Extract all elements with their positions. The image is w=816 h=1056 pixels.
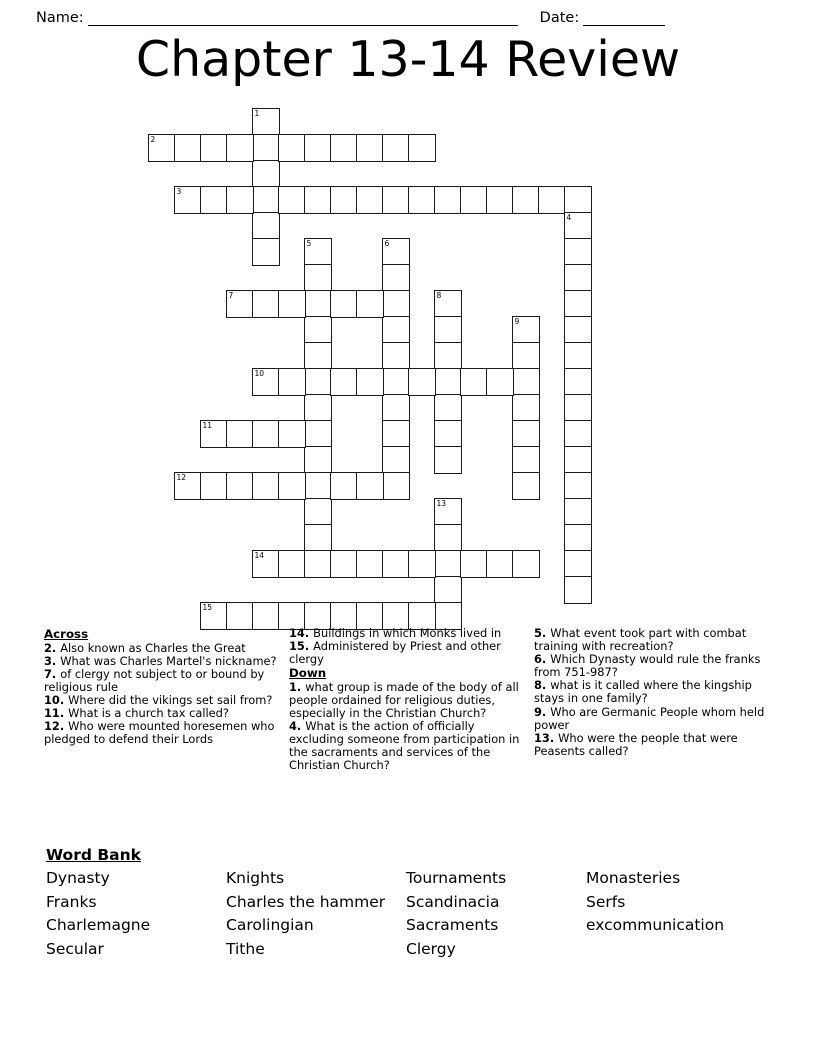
clue-down-13 [534,732,774,758]
name-label: Name: [36,10,84,26]
crossword-cell[interactable] [434,186,462,214]
clue-text: Which Dynasty would rule the franks from 751-987? [534,652,761,680]
crossword-cell[interactable] [252,602,280,630]
crossword-cell[interactable] [278,134,306,162]
crossword-cell[interactable] [226,134,254,162]
crossword-cell[interactable] [564,524,592,552]
crossword-cell[interactable] [226,602,254,630]
clue-across-12 [44,720,282,746]
crossword-cell[interactable] [512,550,540,578]
crossword-cell[interactable] [252,368,280,396]
clue-number: 13. [534,730,559,745]
clue-number: 7. [44,666,61,681]
crossword-cell[interactable] [304,186,332,214]
crossword-cell[interactable] [434,290,462,318]
crossword-cell[interactable] [382,394,410,422]
crossword-cell-number: 3 [176,186,182,196]
crossword-cell[interactable] [564,550,592,578]
word-bank-word[interactable]: Franks [46,892,97,911]
crossword-cell[interactable] [512,420,540,448]
crossword-cell[interactable] [252,472,280,500]
crossword-cell-number: 13 [436,498,447,508]
clue-number: 15. [289,639,314,654]
crossword-cell[interactable] [252,108,280,136]
crossword-cell[interactable] [330,186,358,214]
crossword-cell[interactable] [174,186,202,214]
crossword-cell[interactable] [252,550,280,578]
crossword-cell-number: 8 [436,290,442,300]
clue-text: of clergy not subject to or bound by religious rule [44,666,265,694]
crossword-cell[interactable] [356,472,384,500]
clue-down-6 [534,653,774,679]
crossword-cell[interactable] [304,420,332,448]
crossword-cell[interactable] [564,420,592,448]
crossword-cell[interactable] [382,368,410,396]
crossword-cell[interactable] [382,472,410,500]
crossword-cell[interactable] [304,524,332,552]
crossword-cell[interactable] [382,446,410,474]
clue-text: Where did the vikings set sail from? [68,692,273,707]
word-bank-word[interactable]: Dynasty [46,869,110,887]
crossword-cell[interactable] [434,498,462,526]
date-label: Date: [539,10,580,26]
crossword-cell[interactable] [278,472,306,500]
crossword-cell[interactable] [434,576,462,604]
crossword-cell[interactable] [382,264,410,292]
clue-column-2 [289,627,529,772]
crossword-cell[interactable] [460,550,488,578]
crossword-cell[interactable] [330,290,358,318]
page-title: Chapter 13-14 Review [135,31,681,88]
crossword-cell-number: 1 [254,108,260,118]
crossword-cell[interactable] [564,498,592,526]
down-heading: Down [289,666,327,681]
crossword-cell[interactable] [564,264,592,292]
clue-text: What was Charles Martel's nickname? [60,653,277,668]
crossword-cell[interactable] [564,394,592,422]
word-bank-word[interactable]: Secular [46,939,104,958]
clue-number: 3. [44,653,61,668]
crossword-cell[interactable] [226,186,254,214]
clue-text: What is the action of officially excluding someone from participation in the sacraments and services of the Christian Church? [289,719,520,773]
word-bank-word[interactable]: Knights [226,869,285,887]
crossword-cell[interactable] [252,420,280,448]
crossword-cell[interactable] [330,472,358,500]
clue-across-7 [44,668,282,694]
crossword-cell[interactable] [304,264,332,292]
clue-text: Buildings in which Monks lived in [313,626,502,640]
word-bank-word[interactable]: Clergy [406,939,456,958]
crossword-cell[interactable] [304,290,332,318]
crossword-cell[interactable] [512,316,540,344]
crossword-cell[interactable] [278,420,306,448]
crossword-cell[interactable] [512,342,540,370]
crossword-cell[interactable] [356,134,384,162]
crossword-cell[interactable] [252,160,280,188]
crossword-cell[interactable] [564,212,592,240]
crossword-cell[interactable] [252,238,280,266]
crossword-cell[interactable] [382,550,410,578]
clue-text: Who are Germanic People whom held power [534,704,765,732]
crossword-cell[interactable] [486,186,514,214]
crossword-cell[interactable] [382,342,410,370]
crossword-cell[interactable] [356,550,384,578]
crossword-cell[interactable] [382,134,410,162]
clue-column-3 [534,627,774,758]
clue-text: what group is made of the body of all people ordained for religious duties, especially in the Christian Church? [289,679,519,720]
clue-text: Who were mounted horesemen who pledged to defend their Lords [44,719,275,747]
crossword-cell[interactable] [564,186,592,214]
crossword-cell[interactable] [278,186,306,214]
word-bank-grid [46,867,766,961]
clue-number: 14. [289,626,314,640]
word-bank-word[interactable]: Tithe [226,939,265,958]
crossword-cell-number: 9 [514,316,520,326]
clue-number: 12. [44,719,69,734]
word-bank-word[interactable]: Charles the hammer [226,892,386,911]
crossword-cell[interactable] [382,420,410,448]
crossword-cell[interactable] [304,446,332,474]
word-bank-word[interactable]: Carolingian [226,916,314,934]
crossword-cell[interactable] [304,368,332,396]
crossword-cell[interactable] [278,368,306,396]
crossword-cell[interactable] [252,186,280,214]
clue-number: 8. [534,678,551,693]
crossword-cell[interactable] [434,342,462,370]
clue-number: 5. [534,626,551,640]
across-heading: Across [44,627,89,641]
crossword-cell[interactable] [512,186,540,214]
clue-text: What event took part with combat training with recreation? [534,626,747,654]
crossword-cell[interactable] [434,394,462,422]
crossword-cell[interactable] [564,316,592,344]
clue-text: What is a church tax called? [68,705,229,720]
crossword-cell[interactable] [564,446,592,474]
clue-text: Administered by Priest and other clergy [289,639,501,667]
clue-number: 10. [44,692,69,707]
clue-across-15 [289,640,529,666]
word-bank-empty [586,938,766,962]
crossword-cell[interactable] [564,472,592,500]
word-bank-word[interactable]: Sacraments [406,916,499,934]
crossword-cell[interactable] [304,394,332,422]
crossword-cell[interactable] [382,316,410,344]
clue-number: 6. [534,652,551,667]
clue-down-5 [534,627,774,653]
clue-number: 2. [44,640,61,655]
crossword-cell[interactable] [200,186,228,214]
crossword-cell[interactable] [226,472,254,500]
crossword-cell[interactable] [538,186,566,214]
crossword-cell-number: 4 [566,212,572,222]
word-bank-word[interactable]: Charlemagne [46,916,151,934]
crossword-cell[interactable] [278,550,306,578]
crossword-cell[interactable] [200,420,228,448]
crossword-cell[interactable] [408,134,436,162]
crossword-cell[interactable] [408,550,436,578]
crossword-cell[interactable] [278,290,306,318]
crossword-cell[interactable] [460,186,488,214]
clue-down-9 [534,706,774,732]
crossword-cell[interactable] [200,602,228,630]
crossword-cell[interactable] [174,134,202,162]
crossword-cell-number: 7 [228,290,234,300]
crossword-cell[interactable] [382,238,410,266]
crossword-cell[interactable] [304,134,332,162]
clue-down-4 [289,720,529,772]
crossword-cell[interactable] [226,420,254,448]
crossword-cell[interactable] [200,472,228,500]
crossword-cell[interactable] [434,524,462,552]
crossword-cell-number: 6 [384,238,390,248]
clue-number: 11. [44,705,69,720]
crossword-cell[interactable] [486,550,514,578]
word-bank-word[interactable]: excommunication [586,916,725,934]
crossword-cell[interactable] [564,368,592,396]
crossword-cell[interactable] [434,316,462,344]
clue-column-1 [44,627,282,746]
crossword-cell[interactable] [512,368,540,396]
crossword-cell[interactable] [408,368,436,396]
crossword-cell[interactable] [512,472,540,500]
clue-section [44,627,774,832]
crossword-cell-number: 12 [176,472,187,482]
clue-down-1 [289,681,529,720]
crossword-cell[interactable] [408,186,436,214]
crossword-cell[interactable] [434,420,462,448]
crossword-cell[interactable] [434,368,462,396]
word-bank-word[interactable]: Monasteries [586,869,681,887]
crossword-cell[interactable] [304,550,332,578]
crossword-cell[interactable] [304,316,332,344]
crossword-cell[interactable] [330,550,358,578]
clue-text: Who were the people that were Peasents called? [534,730,738,758]
crossword-cell-number: 11 [202,420,213,430]
crossword-cell-number: 10 [254,368,265,378]
word-bank-word[interactable]: Tournaments [406,869,507,887]
crossword-cell[interactable] [356,290,384,318]
clue-text: what is it called where the kingship stays in one family? [534,678,752,706]
crossword-cell[interactable] [564,290,592,318]
word-bank-word[interactable]: Serfs [586,892,626,911]
crossword-cell[interactable] [252,290,280,318]
crossword-cell[interactable] [512,394,540,422]
crossword-cell[interactable] [252,212,280,240]
crossword-cell[interactable] [382,186,410,214]
crossword-cell-number: 14 [254,550,265,560]
crossword-cell[interactable] [460,368,488,396]
crossword-cell[interactable] [434,446,462,474]
clue-number: 9. [534,704,551,719]
crossword-cell[interactable] [304,472,332,500]
word-bank-section [46,845,766,961]
crossword-cell[interactable] [200,134,228,162]
clue-number: 4. [289,719,306,734]
clue-number: 1. [289,679,306,694]
crossword-cell-number: 2 [150,134,156,144]
word-bank-word[interactable]: Scandinacia [406,892,500,911]
crossword-cell[interactable] [330,368,358,396]
crossword-cell[interactable] [512,446,540,474]
crossword-cell-number: 5 [306,238,312,248]
crossword-cell[interactable] [304,342,332,370]
crossword-cell-number: 15 [202,602,213,612]
crossword-cell[interactable] [304,498,332,526]
crossword-cell[interactable] [564,238,592,266]
crossword-cell[interactable] [330,134,358,162]
clue-down-8 [534,679,774,705]
crossword-cell[interactable] [434,550,462,578]
crossword-cell[interactable] [174,472,202,500]
clue-text: Also known as Charles the Great [60,640,246,655]
crossword-cell[interactable] [304,238,332,266]
crossword-cell[interactable] [564,342,592,370]
word-bank-heading: Word Bank [46,846,141,864]
crossword-cell[interactable] [356,368,384,396]
crossword-cell[interactable] [382,290,410,318]
crossword-cell[interactable] [226,290,254,318]
crossword-cell[interactable] [564,576,592,604]
crossword-cell[interactable] [252,134,280,162]
crossword-cell[interactable] [486,368,514,396]
crossword-cell[interactable] [356,186,384,214]
crossword-cell[interactable] [148,134,176,162]
